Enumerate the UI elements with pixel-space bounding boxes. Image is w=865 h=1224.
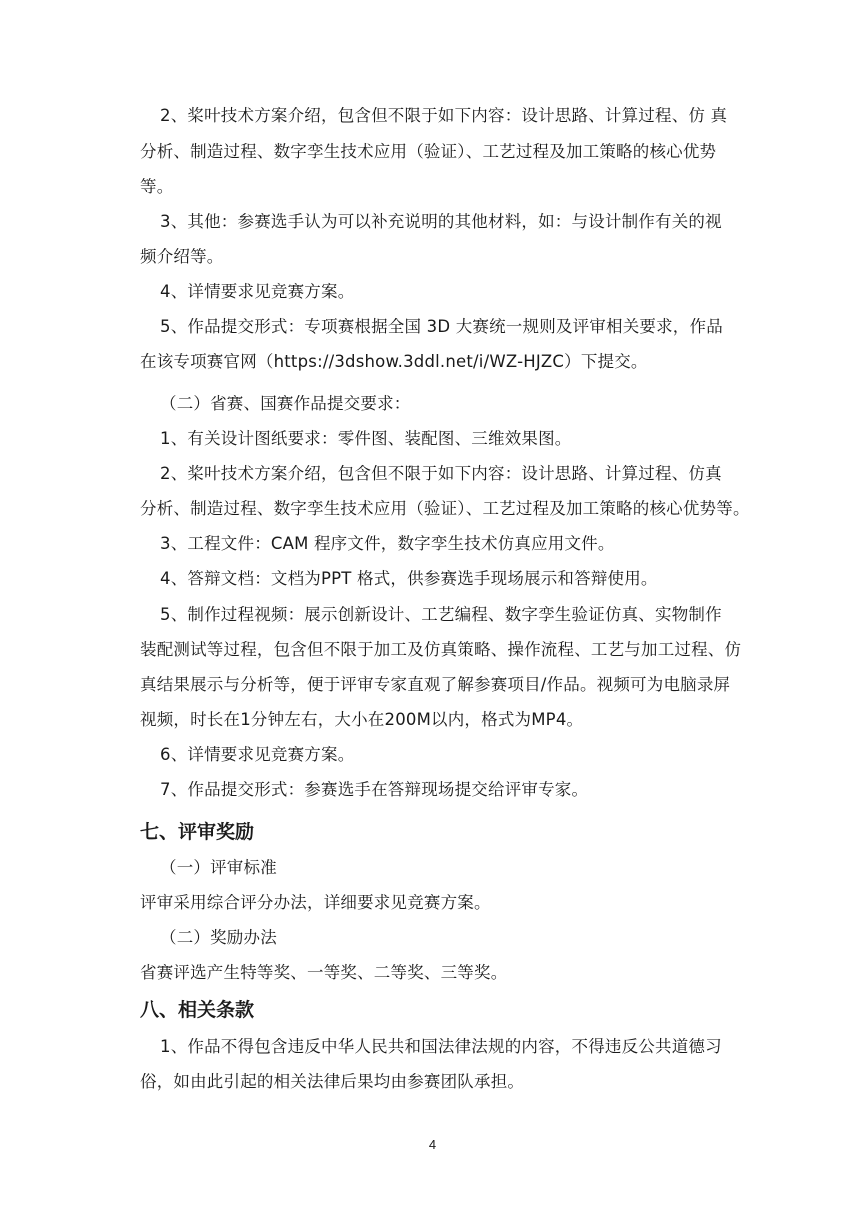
paragraph-line: 6、详情要求见竞赛方案。 <box>160 745 355 764</box>
paragraph-line: 1、作品不得包含违反中华人民共和国法律法规的内容，不得违反公共道德习 <box>160 1037 722 1056</box>
paragraph-line: 分析、制造过程、数字孪生技术应用（验证）、工艺过程及加工策略的核心优势 <box>140 142 717 161</box>
paragraph-line: 4、答辩文档：文档为PPT 格式，供参赛选手现场展示和答辩使用。 <box>160 569 658 588</box>
paragraph-line: 4、详情要求见竞赛方案。 <box>160 282 355 301</box>
paragraph-line: 频介绍等。 <box>140 247 224 266</box>
subsection-heading: （一）评审标准 <box>160 858 277 877</box>
paragraph-line: 2、桨叶技术方案介绍，包含但不限于如下内容：设计思路、计算过程、仿 真 <box>160 106 728 125</box>
paragraph-line: 1、有关设计图纸要求：零件图、装配图、三维效果图。 <box>160 429 572 448</box>
subsection-heading: （二）省赛、国赛作品提交要求： <box>160 394 411 413</box>
section-heading: 八、相关条款 <box>140 999 255 1021</box>
paragraph-line: 省赛评选产生特等奖、一等奖、二等奖、三等奖。 <box>140 963 508 982</box>
paragraph-line: 视频，时长在1分钟左右，大小在200M以内，格式为MP4。 <box>140 710 584 729</box>
paragraph-line: 3、工程文件：CAM 程序文件，数字孪生技术仿真应用文件。 <box>160 534 615 553</box>
paragraph-line: 5、制作过程视频：展示创新设计、工艺编程、数字孪生验证仿真、实物制作 <box>160 605 722 624</box>
page-number: 4 <box>428 1137 437 1152</box>
paragraph-line: 3、其他：参赛选手认为可以补充说明的其他材料，如：与设计制作有关的视 <box>160 212 722 231</box>
paragraph-line: 等。 <box>140 177 174 196</box>
paragraph-line: 真结果展示与分析等，便于评审专家直观了解参赛项目/作品。视频可为电脑录屏 <box>140 675 731 694</box>
subsection-heading: （二）奖励办法 <box>160 928 277 947</box>
paragraph-line: 装配测试等过程，包含但不限于加工及仿真策略、操作流程、工艺与加工过程、仿 <box>140 640 742 659</box>
paragraph-line: 2、桨叶技术方案介绍，包含但不限于如下内容：设计思路、计算过程、仿真 <box>160 464 722 483</box>
paragraph-line: 5、作品提交形式：专项赛根据全国 3D 大赛统一规则及评审相关要求，作品 <box>160 317 723 336</box>
section-heading: 七、评审奖励 <box>140 821 255 843</box>
paragraph-line: 俗，如由此引起的相关法律后果均由参赛团队承担。 <box>140 1072 525 1091</box>
paragraph-line: 评审采用综合评分办法，详细要求见竞赛方案。 <box>140 893 491 912</box>
paragraph-line: 分析、制造过程、数字孪生技术应用（验证）、工艺过程及加工策略的核心优势等。 <box>140 499 750 518</box>
paragraph-line: 在该专项赛官网（https://3dshow.3ddl.net/i/WZ-HJZC）下提交。 <box>140 352 648 371</box>
paragraph-line: 7、作品提交形式：参赛选手在答辩现场提交给评审专家。 <box>160 780 589 799</box>
